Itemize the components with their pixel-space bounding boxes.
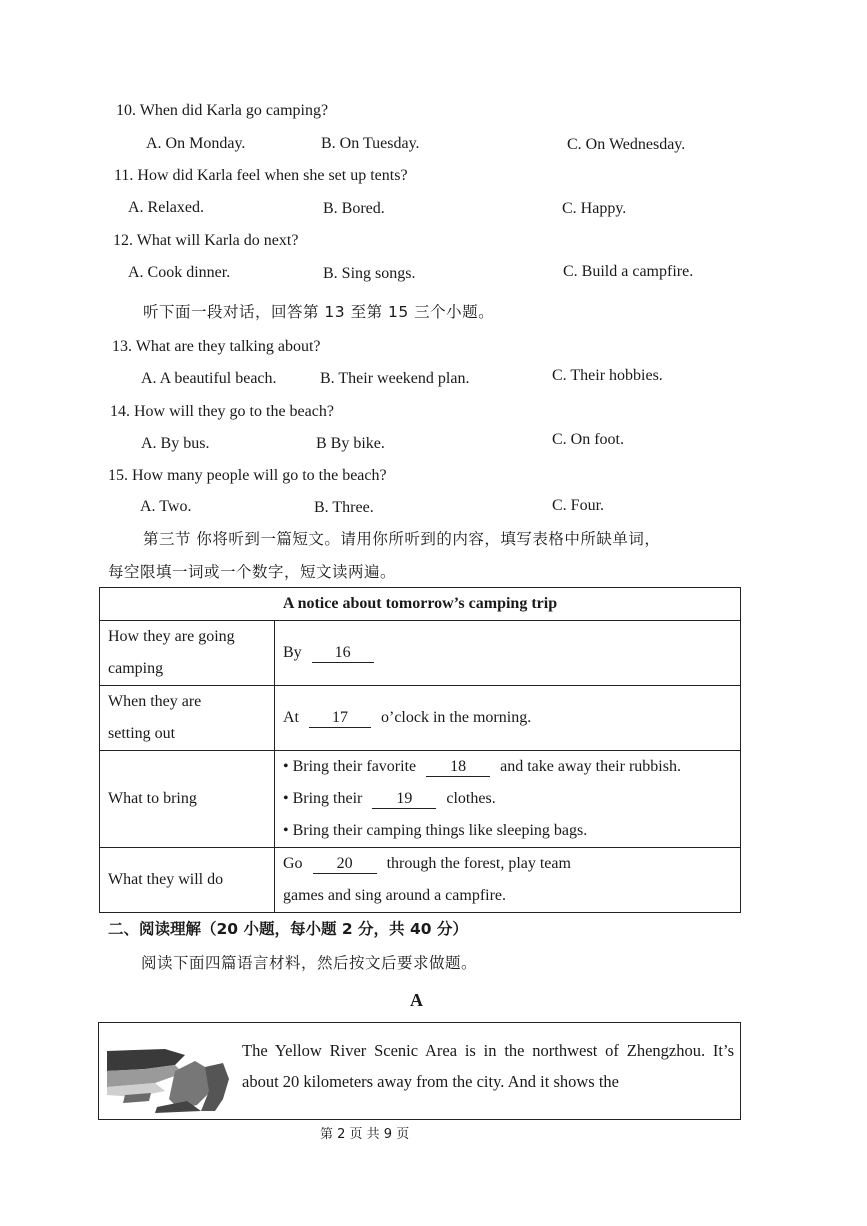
notice-table — [99, 587, 741, 913]
question-10-option-c: C. On Wednesday. — [567, 136, 686, 153]
notice-table-title: A notice about tomorrow’s camping trip — [100, 588, 741, 621]
question-11-stem: 11. How did Karla feel when she set up tents? — [114, 167, 408, 184]
question-12-option-a: A. Cook dinner. — [128, 264, 231, 281]
row-how-content — [275, 621, 741, 686]
blank-19: 19 — [372, 790, 436, 809]
row-how-label — [100, 621, 275, 686]
passage-a-text: The Yellow River Scenic Area is in the northwest of Zhengzhou. It’s about 20 kilometers away from the city. And it shows the — [242, 1041, 734, 1091]
question-13-option-a: A. A beautiful beach. — [141, 370, 277, 387]
blank-20: 20 — [313, 855, 377, 874]
row-do-label: What they will do — [100, 848, 275, 913]
question-11-option-a: A. Relaxed. — [128, 199, 204, 216]
question-11-option-b: B. Bored. — [323, 200, 385, 217]
question-15-option-b: B. Three. — [314, 499, 374, 516]
bring-item-3: • Bring their camping things like sleeping bags. — [283, 822, 588, 839]
reading-heading: 二、阅读理解（20 小题，每小题 2 分，共 40 分） — [108, 920, 468, 938]
question-15-stem: 15. How many people will go to the beach? — [108, 467, 387, 484]
row-when-content — [275, 686, 741, 751]
section3-instruction-line2: 每空限填一词或一个数字，短文读两遍。 — [108, 563, 397, 581]
question-10-option-b: B. On Tuesday. — [321, 135, 420, 152]
question-10-option-a: A. On Monday. — [146, 135, 246, 152]
row-how-label-line2: camping — [108, 660, 164, 677]
row-do-prefix: Go — [283, 855, 303, 872]
bring-item-2-suffix: clothes. — [446, 790, 496, 807]
row-do-suffix: through the forest, play team — [386, 855, 571, 872]
question-12-stem: 12. What will Karla do next? — [113, 232, 299, 249]
row-when-label-line2: setting out — [108, 725, 176, 742]
question-13-option-b: B. Their weekend plan. — [320, 370, 470, 387]
instruction-13-15: 听下面一段对话，回答第 13 至第 15 三个小题。 — [143, 303, 495, 321]
question-14-stem: 14. How will they go to the beach? — [110, 403, 334, 420]
question-12-option-b: B. Sing songs. — [323, 265, 416, 282]
blank-16: 16 — [312, 644, 374, 663]
question-13-stem: 13. What are they talking about? — [112, 338, 321, 355]
row-when-prefix: At — [283, 709, 299, 726]
bring-item-2-prefix: • Bring their — [283, 790, 363, 807]
question-14-option-a: A. By bus. — [141, 435, 210, 452]
row-do-content — [275, 848, 741, 913]
passage-a-box — [98, 1022, 741, 1120]
row-when-label — [100, 686, 275, 751]
row-how-label-line1: How they are going — [108, 628, 235, 645]
question-14-option-c: C. On foot. — [552, 431, 624, 448]
question-11-option-c: C. Happy. — [562, 200, 627, 217]
row-do-line2: games and sing around a campfire. — [283, 887, 507, 904]
blank-18: 18 — [426, 758, 490, 777]
reading-instruction: 阅读下面四篇语言材料，然后按文后要求做题。 — [141, 954, 478, 972]
page-footer: 第 2 页 共 9 页 — [320, 1127, 410, 1142]
question-13-option-c: C. Their hobbies. — [552, 367, 663, 384]
bring-item-1-prefix: • Bring their favorite — [283, 758, 417, 775]
row-bring-label: What to bring — [100, 751, 275, 848]
question-14-option-b: B By bike. — [316, 435, 385, 452]
row-when-label-line1: When they are — [108, 693, 202, 710]
question-15-option-a: A. Two. — [140, 498, 192, 515]
question-10-stem: 10. When did Karla go camping? — [116, 102, 329, 119]
question-15-option-c: C. Four. — [552, 497, 605, 514]
blank-17: 17 — [309, 709, 371, 728]
yellow-river-photo — [105, 1043, 231, 1113]
section3-instruction-line1: 第三节 你将听到一篇短文。请用你所听到的内容，填写表格中所缺单词， — [143, 530, 661, 548]
row-when-suffix: o’clock in the morning. — [381, 709, 532, 726]
row-how-prefix: By — [283, 644, 302, 661]
bring-item-1-suffix: and take away their rubbish. — [500, 758, 681, 775]
section-a-title: A — [410, 990, 423, 1010]
row-bring-content — [275, 751, 741, 848]
question-12-option-c: C. Build a campfire. — [563, 263, 694, 280]
